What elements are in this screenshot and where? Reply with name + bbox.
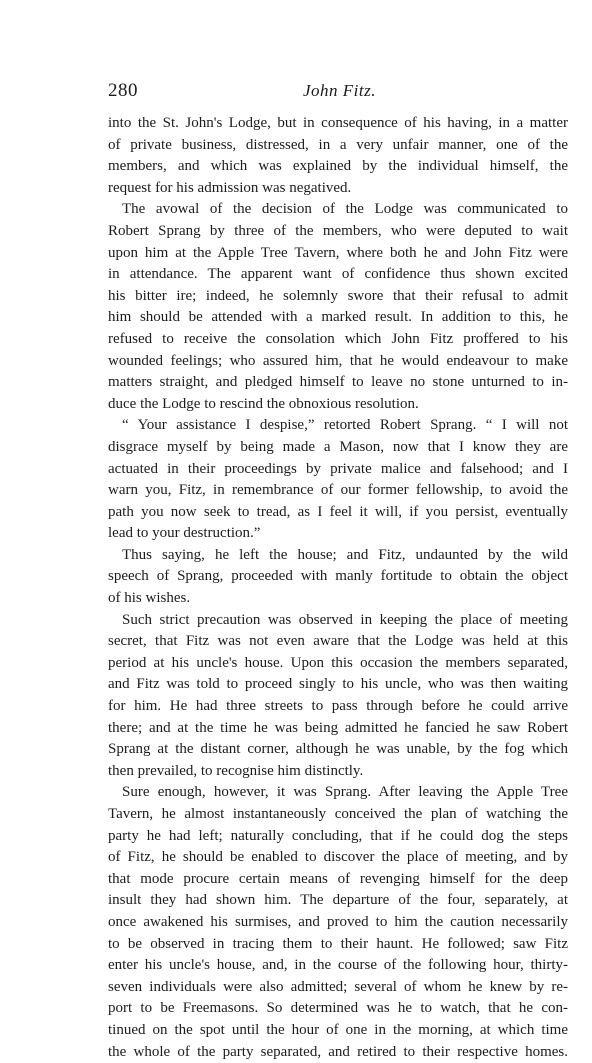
text-line: Thus saying, he left the house; and Fitz, undaunted by the wild <box>122 546 568 563</box>
text-line: party he had left; naturally concluding, that if he could dog the steps <box>108 827 568 844</box>
text-line: lead to your destruction.” <box>108 525 261 542</box>
text-line: upon him at the Apple Tree Tavern, where both he and John Fitz were <box>108 244 568 261</box>
text-line: insult they had shown him. The departure of the four, separately, at <box>108 892 568 909</box>
text-line: that mode procure certain means of revenging himself for the deep <box>108 870 568 887</box>
text-line: him should be attended with a marked result. In addition to this, he <box>108 309 568 326</box>
text-line: once awakened his surmises, and proved to him the caution necessarily <box>108 913 568 930</box>
text-line: Sure enough, however, it was Sprang. After leaving the Apple Tree <box>122 784 568 801</box>
text-line: secret, that Fitz was not even aware that the Lodge was held at this <box>108 633 568 650</box>
text-line: “ Your assistance I despise,” retorted Robert Sprang. “ I will not <box>122 417 568 434</box>
text-line: then prevailed, to recognise him distinctly. <box>108 762 364 779</box>
text-line: and Fitz was told to proceed singly to his uncle, who was then waiting <box>108 676 568 693</box>
text-line: in attendance. The apparent want of confidence thus shown excited <box>108 266 568 283</box>
text-line: tinued on the spot until the hour of one in the morning, at which time <box>108 1021 568 1038</box>
text-line: Such strict precaution was observed in keeping the place of meeting <box>122 611 568 628</box>
text-line: of Fitz, he should be enabled to discover the place of meeting, and by <box>108 849 568 866</box>
text-line: his bitter ire; indeed, he solemnly swore that their refusal to admit <box>108 287 568 304</box>
text-line: there; and at the time he was being admitted he fancied he saw Robert <box>108 719 568 736</box>
text-line: enter his uncle's house, and, in the course of the following hour, thirty- <box>108 957 568 974</box>
text-line: duce the Lodge to rescind the obnoxious resolution. <box>108 395 419 412</box>
text-line: into the St. John's Lodge, but in consequence of his having, in a matter <box>108 115 568 131</box>
text-line: actuated in their proceedings by private malice and falsehood; and I <box>108 460 568 477</box>
text-line: warn you, Fitz, in remembrance of our former fellowship, to avoid the <box>108 482 568 499</box>
body-text <box>108 113 568 1063</box>
text-line: members, and which was explained by the individual himself, the <box>108 158 568 175</box>
text-line: Robert Sprang by three of the members, who were deputed to wait <box>108 222 568 239</box>
text-line: speech of Sprang, proceeded with manly fortitude to obtain the object <box>108 568 568 585</box>
text-line: path you now seek to tread, as I feel it will, if you persist, eventually <box>108 503 568 520</box>
text-line: refused to receive the consolation which John Fitz proffered to his <box>108 330 568 347</box>
text-line: The avowal of the decision of the Lodge was communicated to <box>122 201 568 218</box>
text-line: wounded feelings; who assured him, that he would endeavour to make <box>108 352 568 369</box>
text-line: for him. He had three streets to pass through before he could arrive <box>108 698 568 715</box>
text-line: matters straight, and pledged himself to leave no stone unturned to in- <box>108 374 568 391</box>
text-line: port to be Freemasons. So determined was he to watch, that he con- <box>108 1000 568 1017</box>
text-line: period at his uncle's house. Upon this occasion the members separated, <box>108 654 568 671</box>
page-header <box>108 80 568 104</box>
page-number: 280 <box>108 80 138 101</box>
running-head: John Fitz. <box>303 81 376 100</box>
text-line: seven individuals were also admitted; several of whom he knew by re- <box>108 978 568 995</box>
text-line: disgrace myself by being made a Mason, now that I know they are <box>108 438 568 455</box>
text-line: of private business, distressed, in a very unfair manner, one of the <box>108 136 568 153</box>
text-line: to be observed in tracing them to their haunt. He followed; saw Fitz <box>108 935 568 952</box>
text-line: request for his admission was negatived. <box>108 179 352 196</box>
text-line: Tavern, he almost instantaneously conceived the plan of watching the <box>108 806 568 822</box>
text-line: the whole of the party separated, and retired to their respective homes. <box>108 1043 568 1060</box>
text-line: of his wishes. <box>108 590 191 607</box>
text-line: Sprang at the distant corner, although he was unable, by the fog which <box>108 741 568 758</box>
